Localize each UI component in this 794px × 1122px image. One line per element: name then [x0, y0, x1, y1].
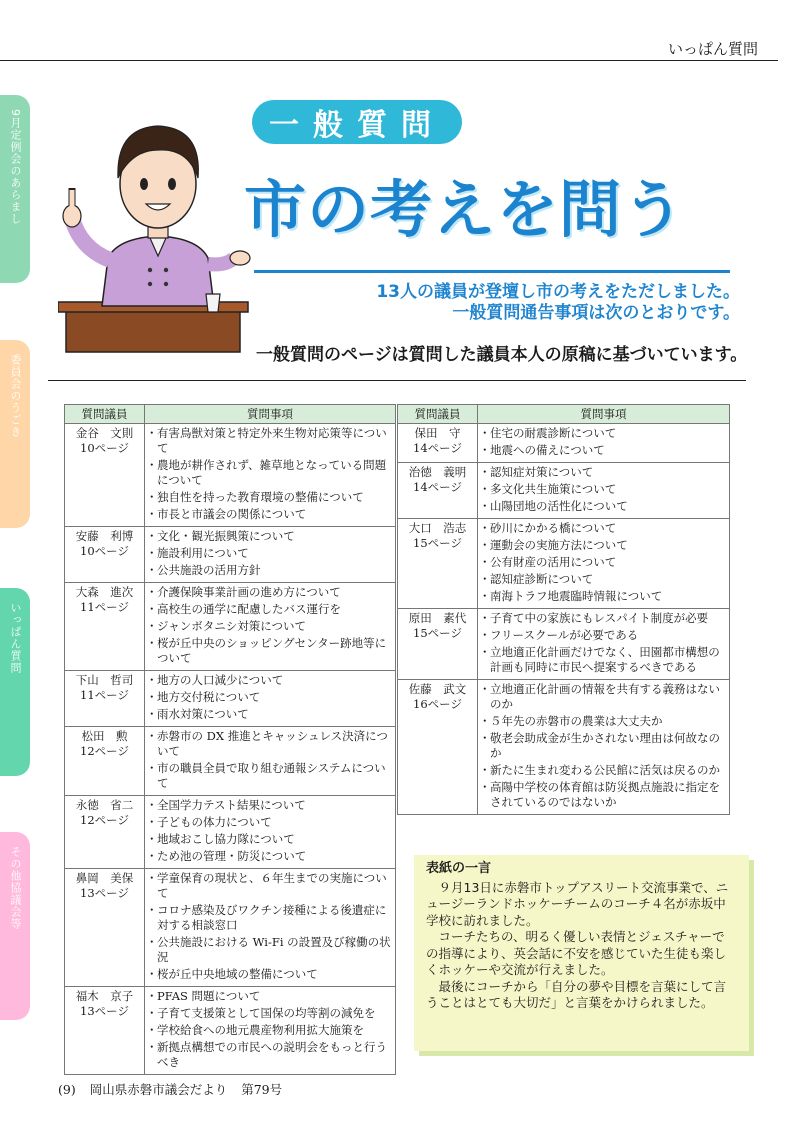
question-item: ・ 運動会の実施方法について [481, 538, 726, 553]
question-item: ・ 桜が丘中央のショッピングセンター跡地等について [148, 636, 392, 666]
question-table-left [64, 404, 396, 1075]
section-divider [48, 380, 746, 381]
title-underline [254, 270, 730, 273]
question-list [481, 426, 726, 458]
member-page: 14ページ [413, 480, 462, 494]
top-rule [0, 60, 778, 61]
member-page: 11ページ [80, 688, 129, 702]
side-tab-label: その他協議会等 [9, 846, 22, 930]
member-cell [398, 680, 478, 815]
table-row [65, 987, 396, 1075]
table-row [65, 727, 396, 796]
question-list [148, 673, 392, 722]
question-list [148, 729, 392, 791]
member-cell [65, 987, 145, 1075]
question-item: ・ 文化・観光振興策について [148, 529, 392, 544]
side-tab-session-summary[interactable] [0, 95, 30, 283]
member-name: 福木 京子 [75, 989, 134, 1003]
member-name: 大口 浩志 [408, 521, 467, 535]
question-item: ・ 子どもの体力について [148, 815, 392, 830]
member-cell [398, 609, 478, 680]
table-row [398, 424, 730, 463]
member-cell [398, 463, 478, 519]
items-cell [478, 519, 730, 609]
section-badge: 一般質問 [252, 100, 462, 144]
table-row [398, 609, 730, 680]
question-item: ・ 全国学力テスト結果について [148, 798, 392, 813]
side-tab-committee[interactable] [0, 340, 30, 528]
question-item: ・ 立地適正化計画の情報を共有する義務はないのか [481, 682, 726, 712]
question-list [481, 682, 726, 810]
table-body [65, 424, 396, 1075]
cover-note-paragraph: コーチたちの、明るく優しい表情とジェスチャーでの指導により、英会話に不安を感じていた生徒も楽しくホッケーや交流が行えました。 [426, 929, 727, 977]
intro-text [270, 282, 740, 324]
member-cell [65, 527, 145, 583]
member-name: 下山 哲司 [75, 673, 134, 687]
items-cell [478, 463, 730, 519]
member-page: 12ページ [80, 744, 129, 758]
member-name: 治徳 義明 [408, 465, 467, 479]
member-page: 10ページ [80, 441, 129, 455]
speaker-illustration [58, 98, 258, 358]
member-cell [398, 519, 478, 609]
table-row [65, 671, 396, 727]
issue-number: 第79号 [241, 1082, 283, 1097]
intro-line: 13人の議員が登壇し市の考えをただしました。 [376, 282, 740, 302]
question-list [481, 611, 726, 675]
question-item: ・ 山陽団地の活性化について [481, 499, 726, 514]
table-row [65, 796, 396, 869]
member-name: 永徳 省二 [75, 798, 134, 812]
question-item: ・ 新たに生まれ変わる公民館に活気は戻るのか [481, 763, 726, 778]
member-name: 松田 勲 [81, 729, 128, 743]
table-row [398, 680, 730, 815]
question-table-right [397, 404, 730, 815]
question-list [481, 465, 726, 514]
question-item: ・ 敬老会助成金が生かされない理由は何故なのか [481, 731, 726, 761]
question-item: ・ 高校生の通学に配慮したバス運行を [148, 602, 392, 617]
cover-note-paragraph: ９月13日に赤磐市トップアスリート交流事業で、ニュージーランドホッケーチームのコーチ４名が赤坂中学校に訪れました。 [426, 879, 729, 928]
cover-note-paragraph: 最後にコーチから「自分の夢や目標を言葉にして言うことはとても大切だ」と言葉をかけられました。 [426, 978, 727, 1010]
question-item: ・ 雨水対策について [148, 707, 392, 722]
member-page: 15ページ [413, 536, 462, 550]
question-list [481, 521, 726, 604]
question-item: ・ 独自性を持った教育環境の整備について [148, 490, 392, 505]
question-item: ・ 公有財産の活用について [481, 555, 726, 570]
question-item: ・ 公共施設における Wi-Fi の設置及び稼働の状況 [148, 935, 392, 965]
member-page: 15ページ [413, 626, 462, 640]
question-item: ・ 砂川にかかる橋について [481, 521, 726, 536]
question-item: ・ 南海トラフ地震臨時情報について [481, 589, 726, 604]
member-name: 金谷 文則 [75, 426, 134, 440]
member-cell [65, 796, 145, 869]
side-tab-label: 9月定例会のあらまし [9, 109, 22, 225]
question-list [148, 798, 392, 864]
question-item: ・ 学校給食への地元農産物利用拡大施策を [148, 1023, 392, 1038]
items-cell [145, 796, 396, 869]
question-item: ・ 介護保険事業計画の進め方について [148, 585, 392, 600]
table-row [65, 527, 396, 583]
question-item: ・ 赤磐市の DX 推進とキャッシュレス決済について [148, 729, 392, 759]
items-cell [145, 987, 396, 1075]
question-item: ・ 桜が丘中央地域の整備について [148, 967, 392, 982]
question-item: ・ 市長と市議会の関係について [148, 507, 392, 522]
page-number: (9) [58, 1082, 76, 1097]
question-item: ・ 学童保育の現状と、６年生までの実施について [148, 871, 392, 901]
member-cell [65, 869, 145, 987]
table-body [398, 424, 730, 815]
member-cell [65, 424, 145, 527]
member-cell [398, 424, 478, 463]
question-item: ・ 市の職員全員で取り組む通報システムについて [148, 761, 392, 791]
cover-note-box [414, 855, 749, 1051]
question-item: ・ ジャンボタニシ対策について [148, 619, 392, 634]
table-row [398, 519, 730, 609]
section-title: いっぱん質問 [667, 40, 758, 58]
member-page: 13ページ [80, 1004, 129, 1018]
question-item: ・ 新拠点構想での市民への説明会をもっと行うべき [148, 1040, 392, 1070]
member-cell [65, 671, 145, 727]
member-page: 12ページ [80, 813, 129, 827]
header-member: 質問議員 [65, 405, 145, 424]
question-item: ・ 農地が耕作されず、雑草地となっている問題について [148, 458, 392, 488]
question-item: ・ 地方の人口減少について [148, 673, 392, 688]
question-item: ・ 公共施設の活用方針 [148, 563, 392, 578]
question-item: ・ コロナ感染及びワクチン接種による後遺症に対する相談窓口 [148, 903, 392, 933]
member-name: 佐藤 武文 [408, 682, 467, 696]
member-name: 鼻岡 美保 [75, 871, 134, 885]
question-item: ・ ５年先の赤磐市の農業は大丈夫か [481, 714, 726, 729]
table-row [65, 869, 396, 987]
header-items: 質問事項 [478, 405, 730, 424]
question-item: ・ 認知症診断について [481, 572, 726, 587]
question-list [148, 989, 392, 1070]
member-name: 保田 守 [414, 426, 461, 440]
member-page: 10ページ [80, 544, 129, 558]
member-page: 14ページ [413, 441, 462, 455]
member-page: 11ページ [80, 600, 129, 614]
question-list [148, 585, 392, 666]
table-row [65, 583, 396, 671]
table-row [65, 424, 396, 527]
intro-line: 一般質問通告事項は次のとおりです。 [452, 303, 740, 323]
question-list [148, 871, 392, 982]
member-page: 16ページ [413, 697, 462, 711]
question-item: ・ 施設利用について [148, 546, 392, 561]
member-page: 13ページ [80, 886, 129, 900]
question-list [148, 529, 392, 578]
items-cell [145, 727, 396, 796]
question-item: ・ 高陽中学校の体育館は防災拠点施設に指定をされているのではないか [481, 780, 726, 810]
question-item: ・ 認知症対策について [481, 465, 726, 480]
member-name: 安藤 利博 [75, 529, 134, 543]
publication-name: 岡山県赤磐市議会だより [89, 1082, 228, 1097]
table-row [398, 463, 730, 519]
items-cell [145, 527, 396, 583]
main-title: 市の考えを問う [244, 173, 686, 246]
question-list [148, 426, 392, 522]
member-name: 原田 素代 [408, 611, 467, 625]
side-tab-general-questions[interactable] [0, 588, 30, 776]
question-item: ・ 子育て中の家族にもレスパイト制度が必要 [481, 611, 726, 626]
items-cell [145, 671, 396, 727]
question-item: ・ フリースクールが必要である [481, 628, 726, 643]
member-cell [65, 727, 145, 796]
items-cell [145, 424, 396, 527]
member-cell [65, 583, 145, 671]
header-items: 質問事項 [145, 405, 396, 424]
question-item: ・ 住宅の耐震診断について [481, 426, 726, 441]
items-cell [145, 869, 396, 987]
question-item: ・ 地域おこし協力隊について [148, 832, 392, 847]
items-cell [145, 583, 396, 671]
source-note: 一般質問のページは質問した議員本人の原稿に基づいています。 [256, 345, 748, 365]
side-tab-label: いっぱん質問 [9, 602, 22, 674]
side-tab-other-councils[interactable] [0, 832, 30, 1020]
question-item: ・ 立地適正化計画だけでなく、田園都市構想の計画も同時に市民へ提案するべきである [481, 645, 726, 675]
question-item: ・ 有害鳥獣対策と特定外来生物対応策等について [148, 426, 392, 456]
cover-note-heading: 表紙の一言 [426, 861, 492, 876]
member-name: 大森 進次 [75, 585, 134, 599]
question-item: ・ 地方交付税について [148, 690, 392, 705]
side-tab-label: 委員会のうごき [9, 354, 22, 438]
items-cell [478, 680, 730, 815]
header-member: 質問議員 [398, 405, 478, 424]
question-item: ・ ため池の管理・防災について [148, 849, 392, 864]
question-item: ・ 多文化共生施策について [481, 482, 726, 497]
page-footer [58, 1080, 292, 1098]
question-item: ・ 地震への備えについて [481, 443, 726, 458]
question-item: ・ 子育て支援策として国保の均等割の減免を [148, 1006, 392, 1021]
items-cell [478, 424, 730, 463]
question-item: ・ PFAS 問題について [148, 989, 392, 1004]
items-cell [478, 609, 730, 680]
